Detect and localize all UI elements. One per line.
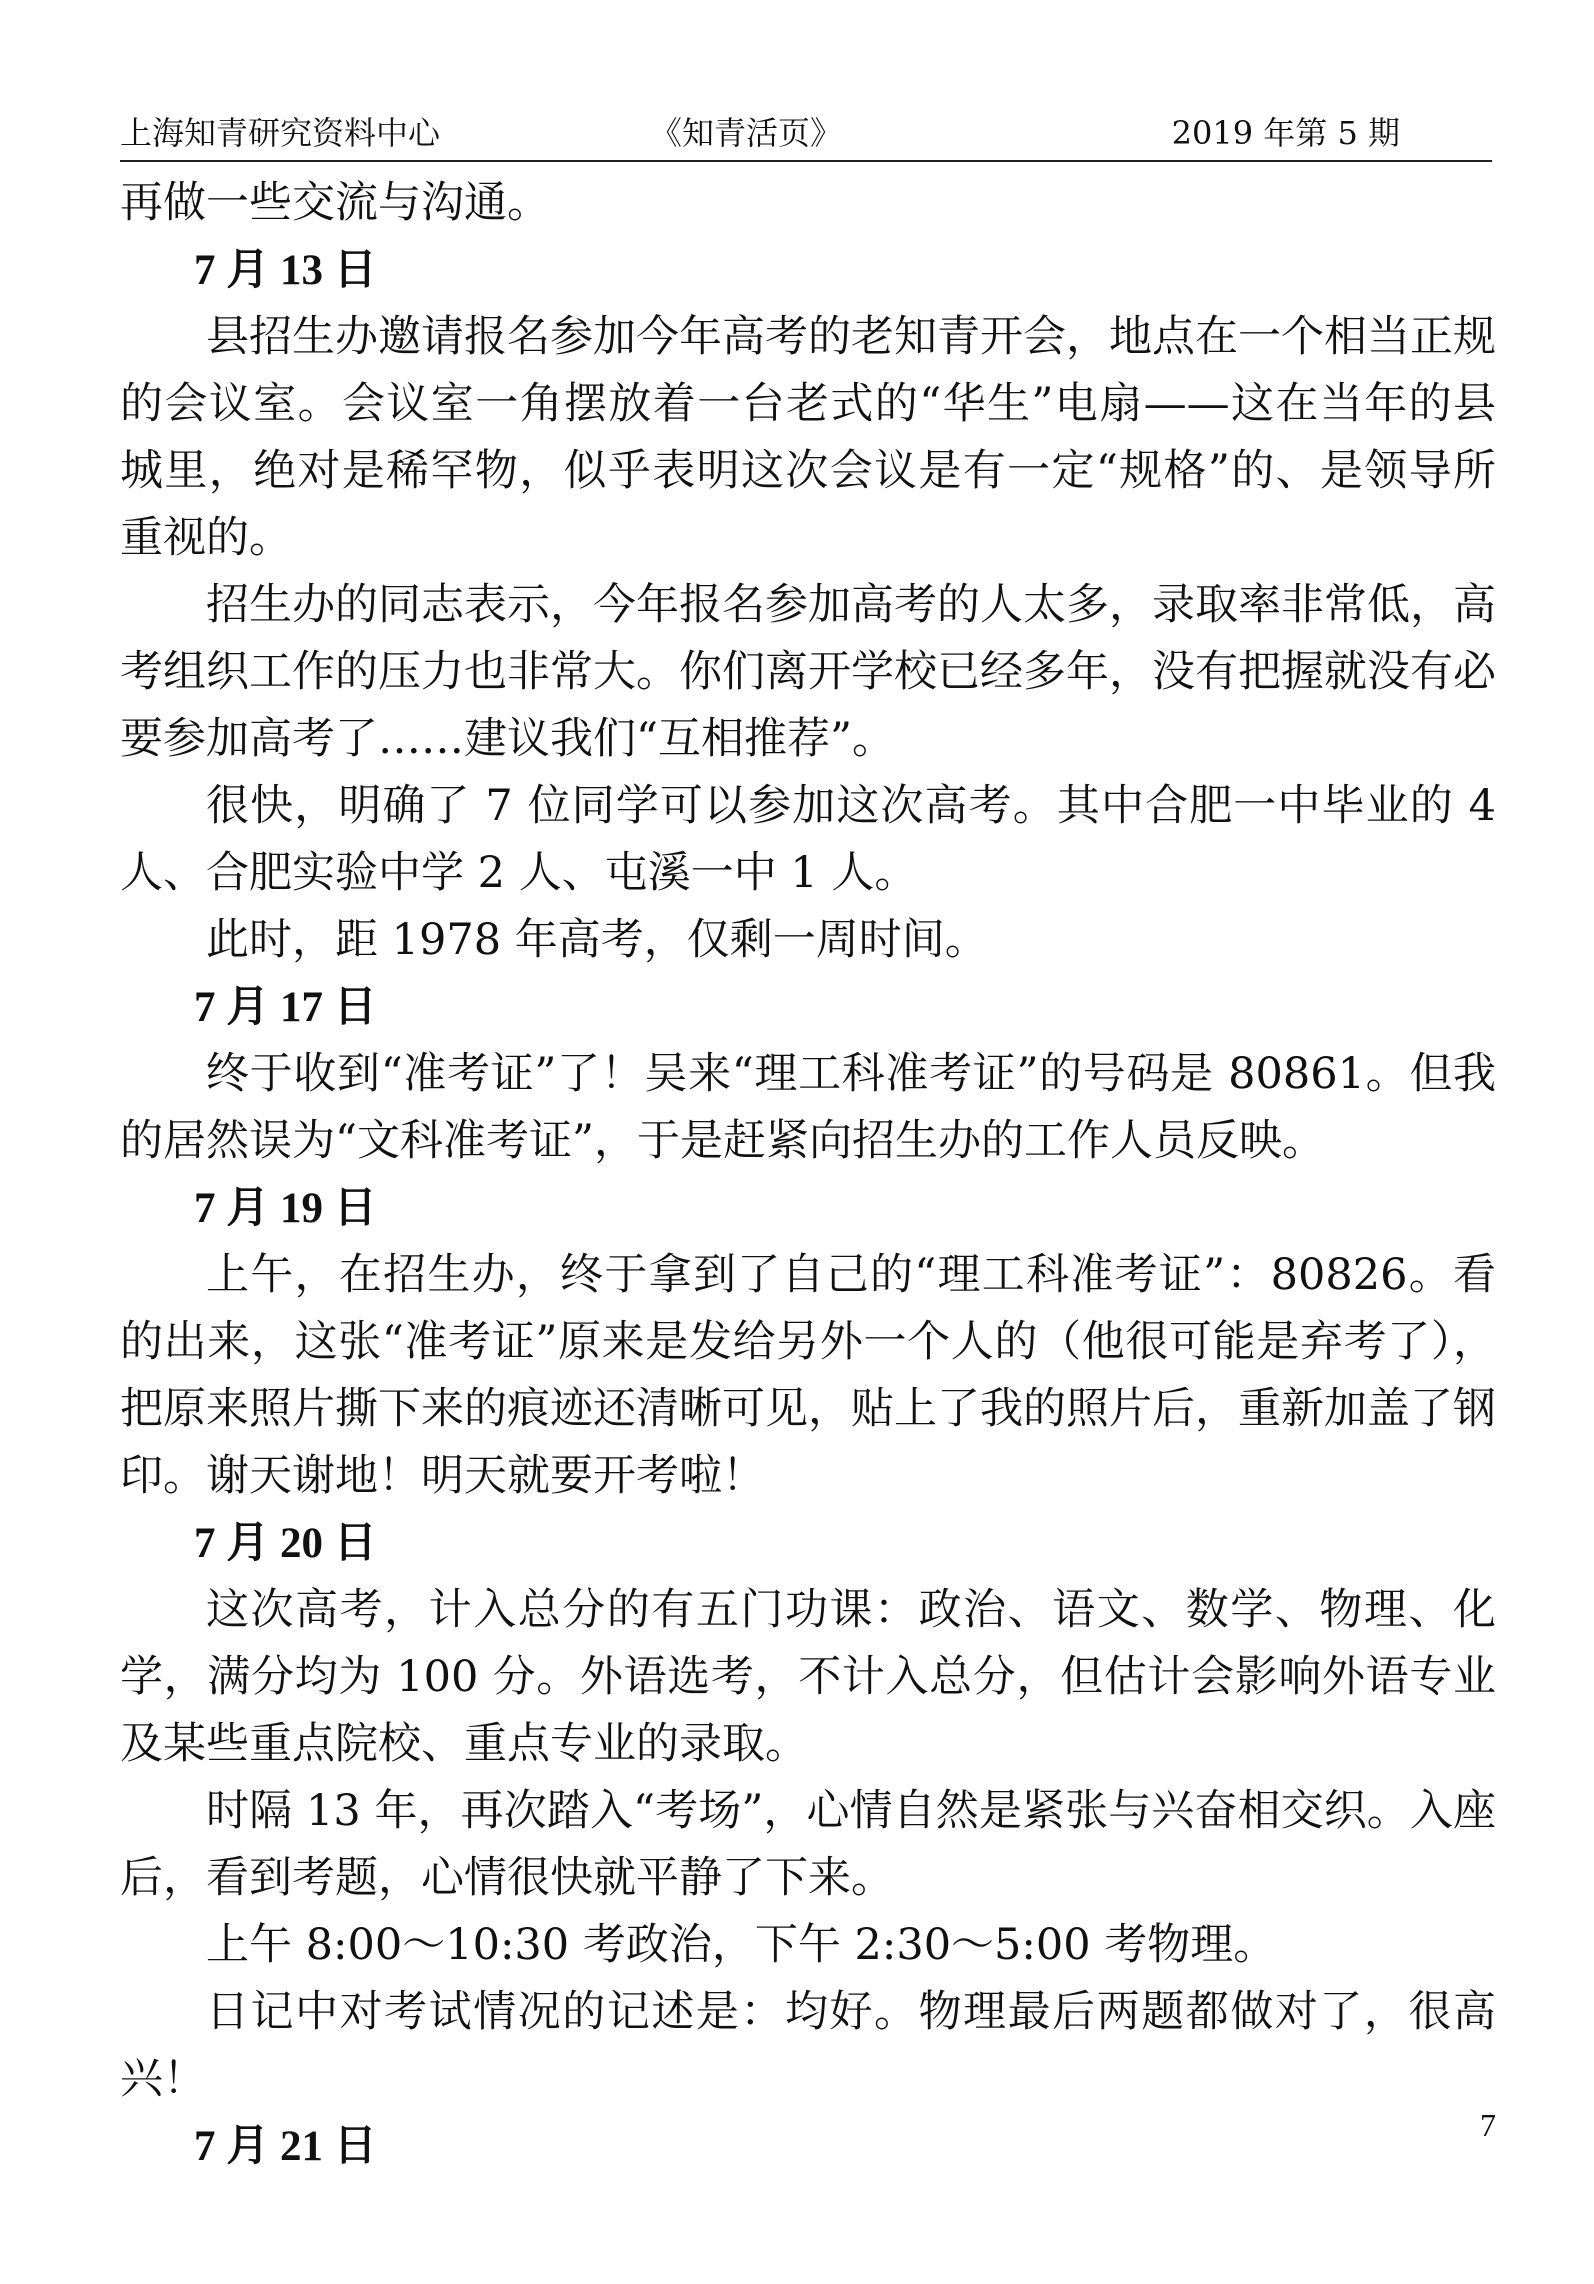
paragraph: 上午，在招生办，终于拿到了自己的“理工科准考证”：80826。看的出来，这张“准考证”原来是发给另外一个人的（他很可能是弃考了），把原来照片撕下来的痕迹还清晰可见，贴上了我的照片后，重新加盖了钢印。谢天谢地！明天就要开考啦！ xyxy=(120,1250,1496,1501)
header-publication-title: 《知青活页》 xyxy=(650,114,843,152)
header-issue: 2019 年第 5 期 xyxy=(1171,114,1400,152)
paragraph: 终于收到“准考证”了！吴来“理工科准考证”的号码是 80861。但我的居然误为“文科准考证”，于是赶紧向招生办的工作人员反映。 xyxy=(120,1049,1496,1166)
paragraph: 时隔 13 年，再次踏入“考场”，心情自然是紧张与兴奋相交织。入座后，看到考题，心情很快就平静了下来。 xyxy=(120,1786,1496,1903)
running-header xyxy=(120,96,1492,162)
diary-date: 7 月 17 日 xyxy=(194,984,377,1031)
paragraph: 这次高考，计入总分的有五门功课：政治、语文、数学、物理、化学，满分均为 100 分。外语选考，不计入总分，但估计会影响外语专业及某些重点院校、重点专业的录取。 xyxy=(120,1585,1496,1769)
paragraph: 日记中对考试情况的记述是：均好。物理最后两题都做对了，很高兴！ xyxy=(120,1987,1496,2104)
diary-date: 7 月 19 日 xyxy=(194,1185,377,1232)
diary-date: 7 月 21 日 xyxy=(194,2123,377,2170)
diary-date: 7 月 20 日 xyxy=(194,1520,377,1567)
page-number: 7 xyxy=(1480,2107,1496,2143)
diary-date: 7 月 13 日 xyxy=(194,247,377,294)
article-body xyxy=(120,170,1496,2180)
paragraph: 此时，距 1978 年高考，仅剩一周时间。 xyxy=(206,915,988,965)
paragraph: 再做一些交流与沟通。 xyxy=(120,178,550,228)
paragraph: 县招生办邀请报名参加今年高考的老知青开会，地点在一个相当正规的会议室。会议室一角摆放着一台老式的“华生”电扇——这在当年的县城里，绝对是稀罕物，似乎表明这次会议是有一定“规格”的、是领导所重视的。 xyxy=(120,312,1496,563)
header-publisher: 上海知青研究资料中心 xyxy=(120,114,441,152)
paragraph: 上午 8:00～10:30 考政治，下午 2:30～5:00 考物理。 xyxy=(206,1920,1277,1970)
paragraph: 很快，明确了 7 位同学可以参加这次高考。其中合肥一中毕业的 4 人、合肥实验中学 2 人、屯溪一中 1 人。 xyxy=(120,781,1496,898)
paragraph: 招生办的同志表示，今年报名参加高考的人太多，录取率非常低，高考组织工作的压力也非常大。你们离开学校已经多年，没有把握就没有必要参加高考了……建议我们“互相推荐”。 xyxy=(120,580,1496,764)
